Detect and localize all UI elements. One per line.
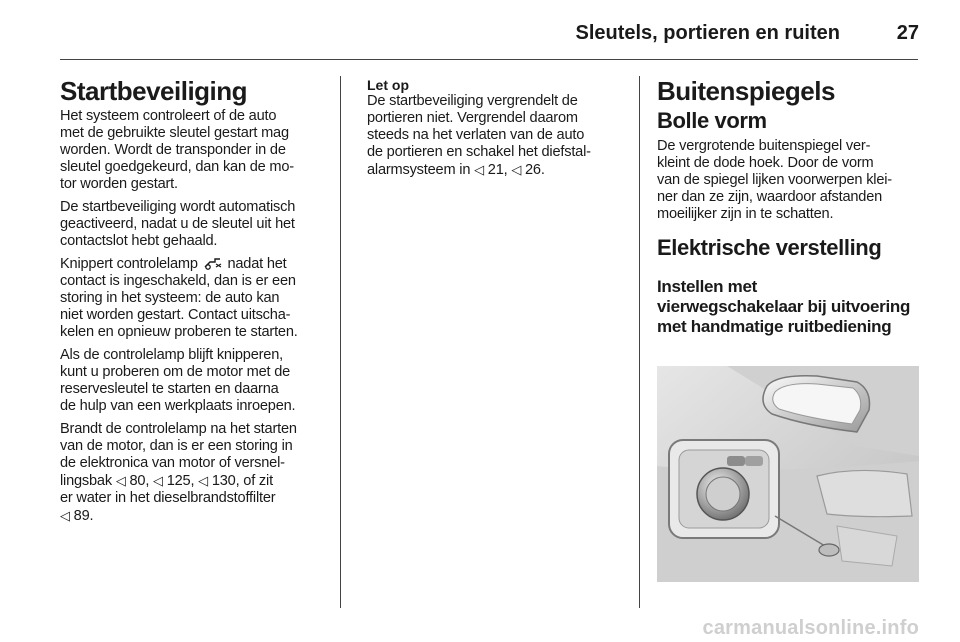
- paragraph: Het systeem controleert of de auto met de gebruikte sleutel gestart mag worden. Wordt de transponder in de sleutel goedgekeurd, dan kan de mo- tor worden gestart.: [60, 108, 294, 192]
- paragraph: [60, 256, 328, 341]
- subheading-instellen: Instellen met vierwegschakelaar bij uitvoering met handmatige ruitbediening: [657, 277, 911, 336]
- page-ref-arrow-icon: ◁: [474, 162, 484, 177]
- note-heading: Let op: [367, 77, 409, 93]
- section-heading-buitenspiegels: Buitenspiegels: [657, 76, 835, 106]
- paragraph: [60, 421, 328, 525]
- page-ref-link[interactable]: 80,: [129, 473, 154, 489]
- immobiliser-lamp-icon: [202, 256, 224, 270]
- page-ref-link[interactable]: 89.: [73, 508, 94, 524]
- note-paragraph: [367, 93, 629, 179]
- text-span: Knippert controlelamp: [60, 256, 202, 272]
- column-1: [60, 75, 328, 531]
- column-3: [657, 75, 923, 337]
- section-heading-startbeveiliging: Startbeveiliging: [60, 76, 248, 106]
- text-span: De startbeveiliging vergrendelt de portieren niet. Vergrendel daarom steeds na het verlaten van de auto de portieren en schakel het diefstal- alarmsysteem in: [367, 93, 591, 178]
- page-ref-arrow-icon: ◁: [511, 162, 522, 177]
- page-ref-link[interactable]: 125,: [166, 473, 199, 489]
- text-span: nadat het contact is ingeschakeld, dan is er een storing in het systeem: de auto kan niet worden gestart. Contact uitscha- kelen en opnieuw proberen te starten.: [60, 256, 298, 340]
- column-2: [367, 75, 629, 185]
- mirror-switch-illustration: [657, 366, 919, 582]
- page-ref-arrow-icon: ◁: [115, 473, 126, 488]
- page-ref-link[interactable]: 130, of zit er water in het dieselbrandstoffilter: [60, 473, 276, 506]
- page-ref-arrow-icon: ◁: [60, 508, 70, 523]
- watermark: carmanualsonline.info: [702, 617, 919, 639]
- page-number: 27: [896, 22, 919, 44]
- header-divider: [60, 59, 918, 60]
- paragraph: Als de controlelamp blijft knipperen, kunt u proberen om de motor met de reservesleutel te starten en daarna de hulp van een werkplaats inroepen.: [60, 347, 296, 414]
- page-ref-link[interactable]: 21,: [487, 162, 512, 178]
- subheading-elektrische-verstelling: Elektrische verstelling: [657, 235, 882, 260]
- paragraph: De vergrotende buitenspiegel ver- kleint de dode hoek. Door de vorm van de spiegel lijken voorwerpen klei- ner dan ze zijn, waardoor afstanden moeilijker zijn in te schatten.: [657, 138, 892, 222]
- paragraph: De startbeveiliging wordt automatisch geactiveerd, nadat u de sleutel uit het contactslot hebt gehaald.: [60, 199, 296, 249]
- header-title: Sleutels, portieren en ruiten: [575, 22, 840, 44]
- page-ref-arrow-icon: ◁: [198, 473, 208, 488]
- page-ref-arrow-icon: ◁: [153, 473, 163, 488]
- column-divider-1: [340, 76, 341, 608]
- text-span: Brandt de controlelamp na het starten van de motor, dan is er een storing in de elektronica van motor of versnel- lingsbak: [60, 421, 297, 489]
- page-ref-link[interactable]: 26.: [525, 162, 545, 178]
- subheading-bolle-vorm: Bolle vorm: [657, 108, 767, 133]
- column-divider-2: [639, 76, 640, 608]
